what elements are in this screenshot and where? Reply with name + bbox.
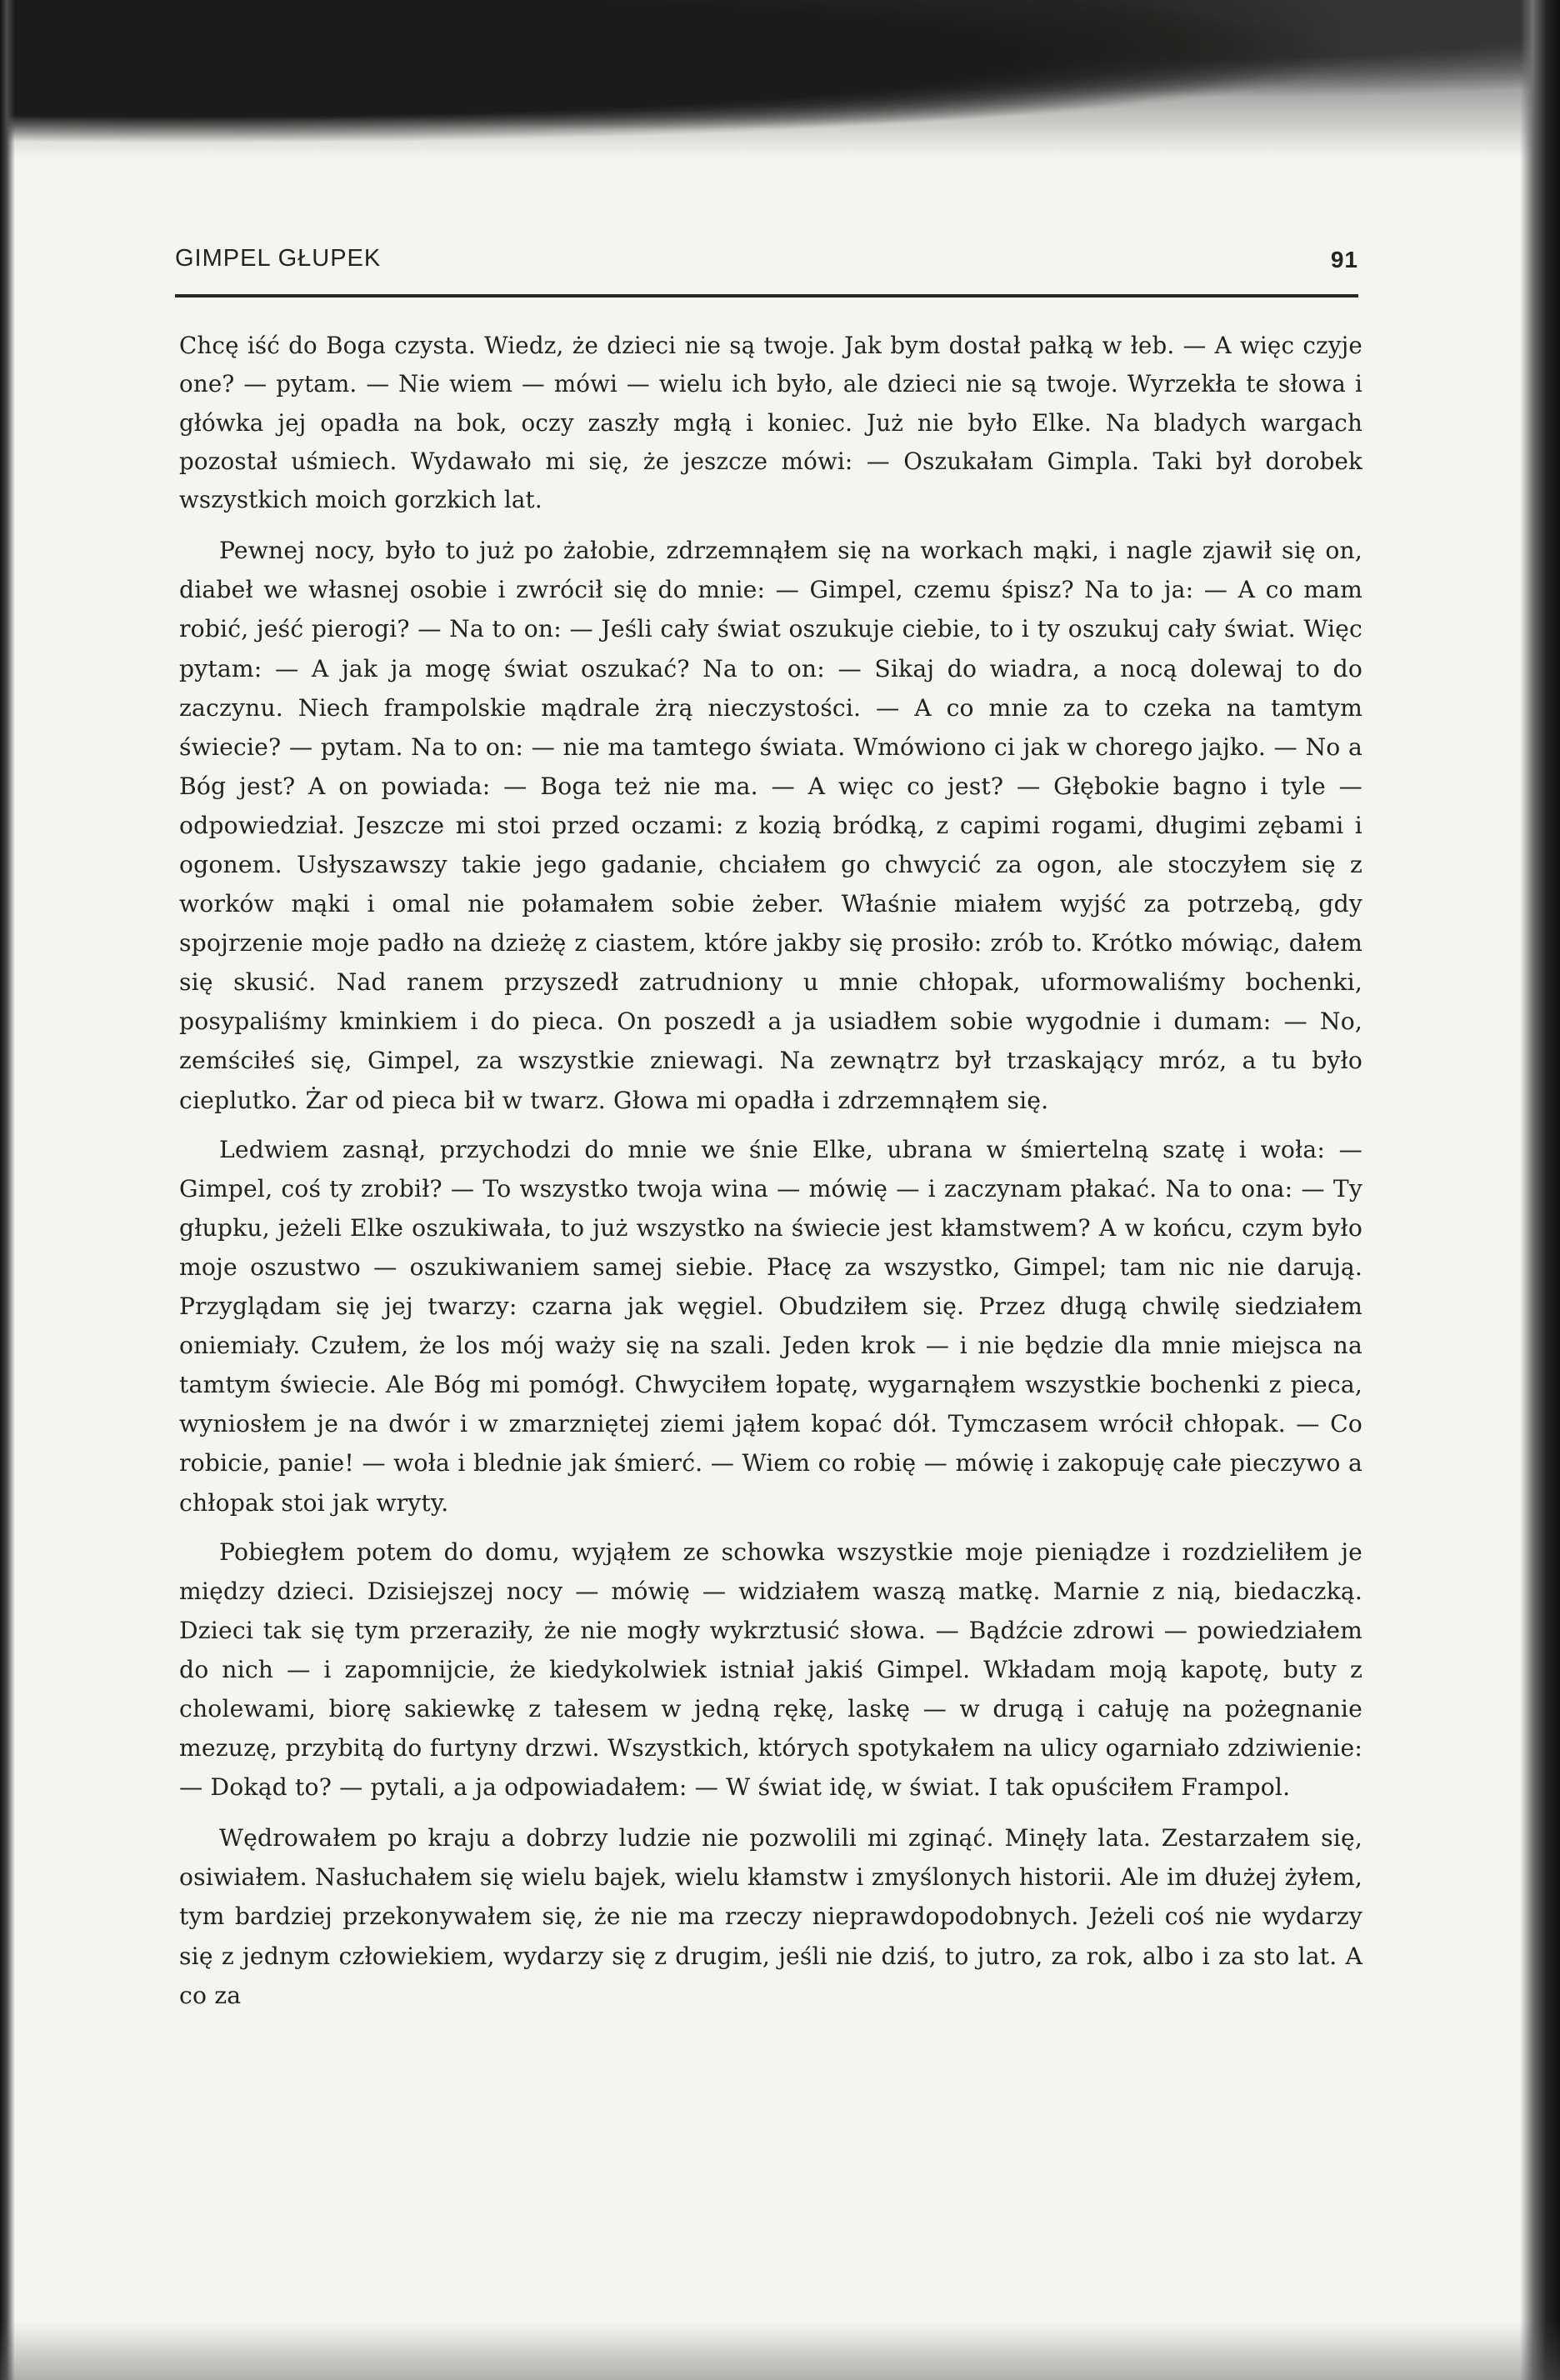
paragraph-1: Chcę iść do Boga czysta. Wiedz, że dzieci nie są twoje. Jak bym dostał pałką w łeb. — A więc czyje one? — pytam. — Nie wiem — mówi — wielu ich było, ale dzieci nie są twoje. Wyrzekła te słowa i główka jej opadła na bok, oczy zaszły mgłą i koniec. Już nie było Elke. Na bladych wargach pozostał uśmiech. Wydawało mi się, że jeszcze mówi: — Oszukałam Gimpla. Taki był dorobek wszystkich moich gorzkich lat. — [179, 332, 1362, 513]
body-text — [179, 327, 1362, 2015]
paragraph-3: Ledwiem zasnął, przychodzi do mnie we śnie Elke, ubrana w śmiertelną szatę i woła: — Gimpel, coś ty zrobił? — To wszystko twoja wina — mówię — i zaczynam płakać. Na to ona: — Ty głupku, jeżeli Elke oszukiwała, to już wszystko na świecie jest kłamstwem? A w końcu, czym było moje oszustwo — oszukiwaniem samej siebie. Płacę za wszystko, Gimpel; tam nic nie darują. Przyglądam się jej twarzy: czarna jak węgiel. Obudziłem się. Przez długą chwilę siedziałem oniemiały. Czułem, że los mój waży się na szali. Jeden krok — i nie będzie dla mnie miejsca na tamtym świecie. Ale Bóg mi pomógł. Chwyciłem łopatę, wygarnąłem wszystkie bochenki z pieca, wyniosłem je na dwór i w zmarzniętej ziemi jąłem kopać dół. Tymczasem wrócił chłopak. — Co robicie, panie! — woła i blednie jak śmierć. — Wiem co robię — mówię i zakopuję całe pieczywo a chłopak stoi jak wryty. — [179, 1135, 1362, 1517]
page-title: GIMPEL GŁUPEK — [175, 245, 382, 272]
paragraph-5: Wędrowałem po kraju a dobrzy ludzie nie pozwolili mi zginąć. Minęły lata. Zestarzałem się, osiwiałem. Nasłuchałem się wielu bajek, wielu kłamstw i zmyślonych historii. Ale im dłużej żyłem, tym bardziej przekonywałem się, że nie ma rzeczy nieprawdopodobnych. Jeżeli coś nie wydarzy się z jednym człowiekiem, wydarzy się z drugim, jeśli nie dziś, to jutro, za rok, albo i za sto lat. A co za — [179, 1824, 1362, 2009]
paragraph-2: Pewnej nocy, było to już po żałobie, zdrzemnąłem się na workach mąki, i nagle zjawił się on, diabeł we własnej osobie i zwrócił się do mnie: — Gimpel, czemu śpisz? Na to ja: — A co mam robić, jeść pierogi? — Na to on: — Jeśli cały świat oszukuje ciebie, to i ty oszukuj cały świat. Więc pytam: — A jak ja mogę świat oszukać? Na to on: — Sikaj do wiadra, a nocą dolewaj to do zaczynu. Niech frampolskie mądrale żrą nieczystości. — A co mnie za to czeka na tamtym świecie? — pytam. Na to on: — nie ma tamtego świata. Wmówiono ci jak w chorego jajko. — No a Bóg jest? A on powiada: — Boga też nie ma. — A więc co jest? — Głębokie bagno i tyle — odpowiedział. Jeszcze mi stoi przed oczami: z kozią bródką, z capimi rogami, długimi zębami i ogonem. Usłyszawszy takie jego gadanie, chciałem go chwycić za ogon, ale stoczyłem się z worków mąki i omal nie połamałem sobie żeber. Właśnie miałem wyjść za potrzebą, gdy spojrzenie moje padło na dzieżę z ciastem, które jakby się prosiło: zrób to. Krótko mówiąc, dałem się skusić. Nad ranem przyszedł zatrudniony u mnie chłopak, uformowaliśmy bochenki, posypaliśmy kminkiem i do pieca. On poszedł a ja usiadłem sobie wygodnie i dumam: — No, zemściłeś się, Gimpel, za wszystkie zniewagi. Na zewnątrz był trzaskający mróz, a tu było cieplutko. Żar od pieca bił w twarz. Głowa mi opadła i zdrzemnąłem się. — [179, 537, 1362, 1114]
paragraph-4: Pobiegłem potem do domu, wyjąłem ze schowka wszystkie moje pieniądze i rozdzieliłem je między dzieci. Dzisiejszej nocy — mówię — widziałem waszą matkę. Marnie z nią, biedaczką. Dzieci tak się tym przeraziły, że nie mogły wykrztusić słowa. — Bądźcie zdrowi — powiedziałem do nich — i zapomnijcie, że kiedykolwiek istniał jakiś Gimpel. Wkładam moją kapotę, buty z cholewami, biorę sakiewkę z tałesem w jedną rękę, laskę — w drugą i całuję na pożegnanie mezuzę, przybitą do furtyny drzwi. Wszystkich, których spotykałem na ulicy ogarniało zdziwienie: — Dokąd to? — pytali, a ja odpowiadałem: — W świat idę, w świat. I tak opuściłem Frampol. — [179, 1538, 1362, 1802]
header-rule — [175, 294, 1358, 298]
page-number: 91 — [1330, 247, 1358, 272]
